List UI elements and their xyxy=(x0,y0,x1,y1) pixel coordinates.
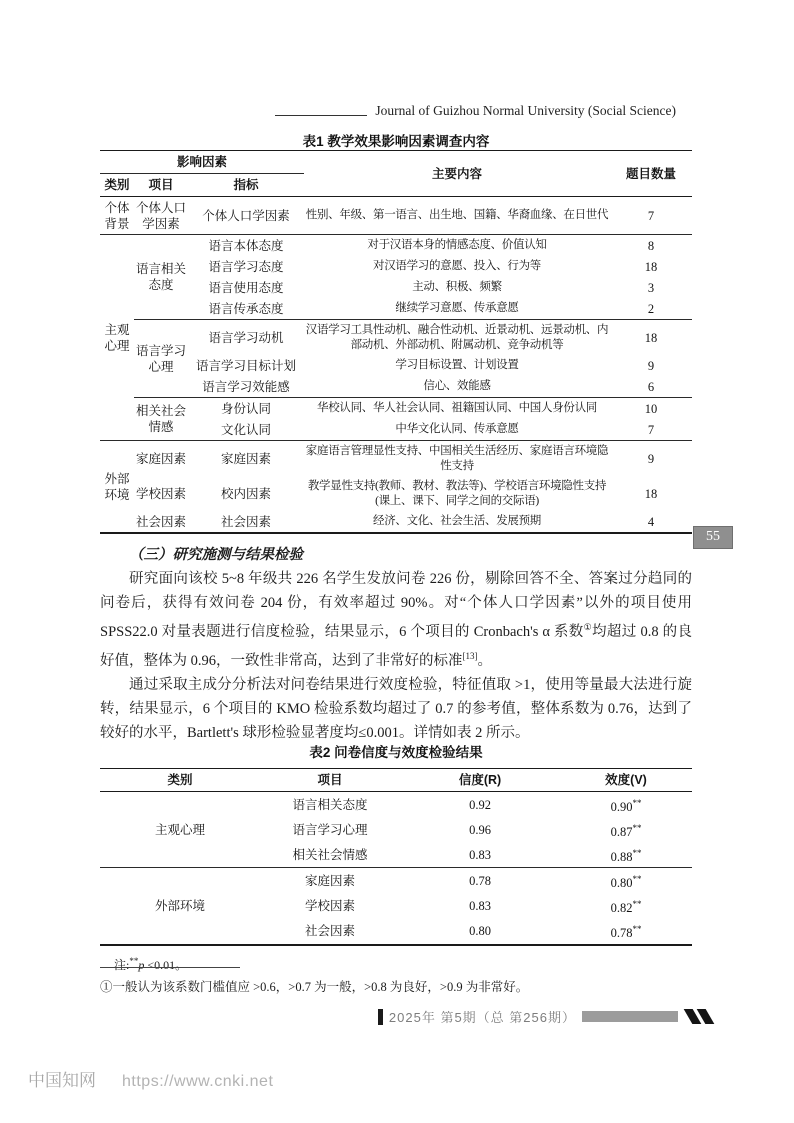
count-cell: 4 xyxy=(647,514,655,529)
count-cell: 9 xyxy=(647,358,655,373)
indicator-cell: 身份认同 xyxy=(188,398,304,420)
table2-header-item: 项目 xyxy=(260,769,400,792)
significance-stars: ** xyxy=(632,873,642,884)
indicator-cell: 语言学习目标计划 xyxy=(195,358,296,373)
significance-stars: ** xyxy=(632,822,642,833)
paragraph-1: 研究面向该校 5~8 年级共 226 名学生发放问卷 226 份，剔除回答不全、答案过分趋同的问卷后，获得有效问卷 204 份，有效率超过 90%。对“个体人口学因素”以外的项目使用 SPSS22.0 对量表题进行信度检验，结果显示，6 个项目的 Cronbach's α 系数①均超过 0.8 的良好值，整体为 0.96，一致性非常高，达到了非常好的标准[13]。 xyxy=(100,571,692,669)
content-cell: 性别、年级、第一语言、出生地、国籍、华裔血缘、在日世代 xyxy=(305,209,609,221)
validity-cell: 0.82** xyxy=(610,899,642,916)
section-heading: （三）研究施测与结果检验 xyxy=(129,547,303,563)
footer-gray-bar xyxy=(582,1011,678,1022)
indicator-cell: 家庭因素 xyxy=(188,441,304,477)
count-cell: 18 xyxy=(644,486,658,501)
count-cell: 10 xyxy=(610,398,692,420)
item-cell: 社会因素 xyxy=(304,924,355,939)
reliability-cell: 0.92 xyxy=(469,797,491,812)
journal-header xyxy=(275,103,676,119)
category-cell: 主观心理 xyxy=(154,822,205,837)
indicator-cell: 文化认同 xyxy=(220,422,271,437)
indicator-cell: 语言学习动机 xyxy=(188,320,304,356)
content-cell: 华校认同、华人社会认同、祖籍国认同、中国人身份认同 xyxy=(304,398,610,420)
validity-cell: 0.78** xyxy=(610,924,642,941)
indicator-cell: 语言学习态度 xyxy=(208,259,284,274)
paragraph-2: 通过采取主成分分析法对问卷结果进行效度检验，特征值取 >1，使用等量最大法进行旋转，结果显示，6 个项目的 KMO 检验系数均超过了 0.7 的参考值，整体系数为 0.76，达到了较好的水平，Bartlett's 球形检验显著度均≤0.001。详情如表 2 所示。 xyxy=(100,676,692,741)
table-row xyxy=(100,256,692,277)
indicator-cell: 语言传承态度 xyxy=(208,301,284,316)
indicator-cell: 社会因素 xyxy=(220,514,271,529)
significance-stars: ** xyxy=(129,955,139,966)
content-cell: 经济、文化、社会生活、发展预期 xyxy=(373,515,541,527)
table2-block xyxy=(100,741,692,973)
journal-title: Journal of Guizhou Normal University (Social Science) xyxy=(375,103,676,118)
item-cell: 社会因素 xyxy=(135,514,186,529)
item-cell: 语言学习心理 xyxy=(292,822,368,837)
count-cell: 6 xyxy=(647,379,655,394)
table-row xyxy=(100,419,692,441)
count-cell: 7 xyxy=(647,208,655,223)
table-row xyxy=(100,868,692,894)
footnote-marker: ① xyxy=(583,622,593,632)
validity-cell: 0.87** xyxy=(610,822,642,839)
category-cell: 主观心理 xyxy=(100,235,134,441)
item-cell: 语言相关态度 xyxy=(134,235,188,320)
item-cell: 个体人口学因素 xyxy=(135,200,186,231)
item-cell: 学校因素 xyxy=(304,899,355,914)
table-row xyxy=(100,298,692,320)
indicator-cell: 语言使用态度 xyxy=(208,280,284,295)
footer-stripes-icon xyxy=(688,1009,710,1024)
table-row xyxy=(100,320,692,356)
significance-stars: ** xyxy=(632,797,642,808)
item-cell: 语言学习心理 xyxy=(134,320,188,398)
table-row xyxy=(100,398,692,420)
table-row xyxy=(100,355,692,376)
footnote-text: ①一般认为该系数门槛值应 >0.6，>0.7 为一般，>0.8 为良好，>0.9 为非常好。 xyxy=(100,980,529,994)
content-cell: 对汉语学习的意愿、投入、行为等 xyxy=(373,260,541,272)
table-row xyxy=(100,476,692,511)
item-cell: 相关社会情感 xyxy=(134,398,188,441)
body-text xyxy=(100,543,692,745)
content-cell: 继续学习意愿、传承意愿 xyxy=(395,302,519,314)
indicator-cell: 校内因素 xyxy=(220,486,271,501)
indicator-cell: 个体人口学因素 xyxy=(202,208,290,223)
footer-tick-bar xyxy=(378,1009,383,1025)
cnki-watermark xyxy=(28,1066,273,1091)
content-cell: 主动、积极、频繁 xyxy=(412,281,502,293)
table1 xyxy=(100,150,692,534)
content-cell: 家庭语言管理显性支持、中国相关生活经历、家庭语言环境隐性支持 xyxy=(304,441,610,477)
validity-cell: 0.80** xyxy=(560,868,692,894)
table-row xyxy=(100,792,692,818)
cnki-site-name: 中国知网 xyxy=(28,1071,96,1090)
issue-footer xyxy=(378,1007,710,1026)
table-row xyxy=(100,376,692,398)
item-cell: 家庭因素 xyxy=(260,868,400,894)
table2 xyxy=(100,768,692,946)
count-cell: 18 xyxy=(610,320,692,356)
item-cell: 语言相关态度 xyxy=(292,797,368,812)
table2-title: 表2 问卷信度与效度检验结果 xyxy=(309,745,483,760)
indicator-cell: 语言本体态度 xyxy=(188,235,304,257)
table1-header-row-1 xyxy=(100,151,692,174)
table1-header-group: 影响因素 xyxy=(100,151,304,174)
table-row xyxy=(100,441,692,477)
category-cell: 外部环境 xyxy=(100,441,134,534)
reference-marker: [13] xyxy=(462,650,478,661)
significance-stars: ** xyxy=(632,847,642,858)
reliability-cell: 0.83 xyxy=(469,899,491,914)
table-row xyxy=(100,277,692,298)
table1-header-content: 主要内容 xyxy=(304,151,610,197)
indicator-cell: 语言学习效能感 xyxy=(202,379,290,394)
content-cell: 中华文化认同、传承意愿 xyxy=(395,423,519,435)
table1-header-indicator: 指标 xyxy=(188,174,304,197)
table1-title: 表1 教学效果影响因素调查内容 xyxy=(302,134,490,149)
count-cell: 8 xyxy=(610,235,692,257)
table1-header-item: 项目 xyxy=(134,174,188,197)
table-row xyxy=(100,235,692,257)
table2-header-validity: 效度(V) xyxy=(560,769,692,792)
issue-label: 2025年 第5期（总 第256期） xyxy=(388,1010,576,1025)
table1-header-category: 类别 xyxy=(100,174,134,197)
content-cell: 教学显性支持(教师、教材、教法等)、学校语言环境隐性支持(课上、课下、同学之间的交际语) xyxy=(307,479,607,507)
count-cell: 7 xyxy=(647,422,655,437)
item-cell: 学校因素 xyxy=(135,486,186,501)
validity-cell: 0.88** xyxy=(610,847,642,864)
validity-cell: 0.90** xyxy=(610,797,642,814)
table-row xyxy=(100,511,692,533)
table2-header-row xyxy=(100,769,692,792)
count-cell: 18 xyxy=(644,259,658,274)
significance-stars: ** xyxy=(632,924,642,935)
table2-header-category: 类别 xyxy=(100,769,260,792)
table2-header-reliability: 信度(R) xyxy=(400,769,560,792)
count-cell: 9 xyxy=(610,441,692,477)
item-cell: 相关社会情感 xyxy=(292,847,368,862)
count-cell: 2 xyxy=(647,301,655,316)
category-cell: 外部环境 xyxy=(100,868,260,945)
reliability-cell: 0.83 xyxy=(469,847,491,862)
reliability-cell: 0.96 xyxy=(469,822,491,837)
cnki-url: https://www.cnki.net xyxy=(122,1073,274,1090)
item-cell: 家庭因素 xyxy=(134,441,188,477)
significance-stars: ** xyxy=(632,899,642,910)
page-number-badge: 55 xyxy=(693,526,733,549)
content-cell: 学习目标设置、计划设置 xyxy=(395,359,519,371)
table-row xyxy=(100,197,692,235)
content-cell: 汉语学习工具性动机、融合性动机、近景动机、远景动机、内部动机、外部动机、附属动机、竞争动机等 xyxy=(304,320,610,356)
header-rule xyxy=(275,114,367,116)
content-cell: 信心、效能感 xyxy=(423,380,491,392)
content-cell: 对于汉语本身的情感态度、价值认知 xyxy=(304,235,610,257)
footnote-divider xyxy=(100,967,240,968)
table2-note: 注:**p <0.01。 xyxy=(114,955,188,972)
count-cell: 3 xyxy=(647,280,655,295)
reliability-cell: 0.78 xyxy=(400,868,560,894)
category-cell: 个体背景 xyxy=(104,200,130,231)
table1-header-count: 题目数量 xyxy=(610,151,692,197)
reliability-cell: 0.80 xyxy=(469,924,491,939)
